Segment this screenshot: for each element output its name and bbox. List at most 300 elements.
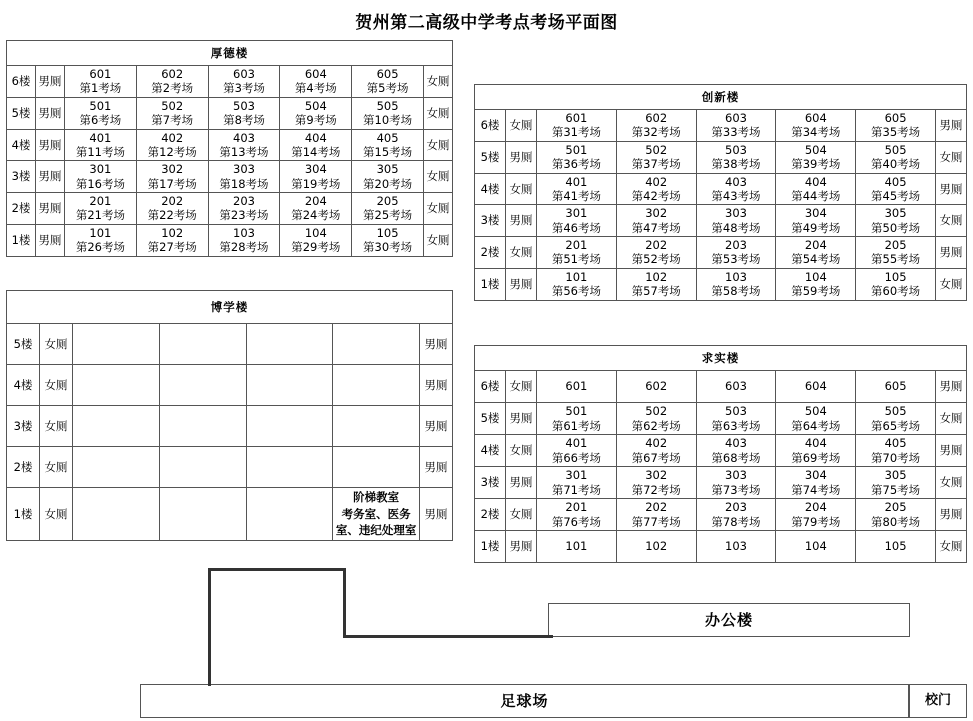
table-row xyxy=(475,205,967,237)
room-number: 105 xyxy=(376,225,399,240)
qiushi-table xyxy=(474,345,967,563)
exam-room-cell xyxy=(537,141,617,173)
floor-label: 6楼 xyxy=(475,110,506,142)
path-vertical-branch xyxy=(343,568,346,638)
room-number: 204 xyxy=(804,238,827,252)
exam-room-cell xyxy=(776,499,856,531)
room-number: 602 xyxy=(645,379,668,394)
exam-room-cell xyxy=(280,224,352,256)
exam-room-cell xyxy=(616,435,696,467)
exam-room-cell xyxy=(537,499,617,531)
room-number: 403 xyxy=(233,130,255,145)
restroom-left: 男厕 xyxy=(506,403,537,435)
exam-hall-number: 第20考场 xyxy=(363,176,413,191)
exam-room-cell xyxy=(352,224,424,256)
exam-room-cell xyxy=(208,193,280,225)
room-number: 302 xyxy=(645,206,668,221)
exam-hall-number: 第64考场 xyxy=(791,418,841,433)
room-number: 202 xyxy=(645,238,668,252)
exam-hall-number: 第63考场 xyxy=(711,418,761,433)
chuangxin-body xyxy=(475,85,967,301)
restroom-left: 女厕 xyxy=(40,406,73,447)
exam-hall-number: 第37考场 xyxy=(631,157,681,172)
exam-hall-number: 第10考场 xyxy=(363,113,413,128)
room-cell xyxy=(333,406,420,447)
room-cell xyxy=(73,406,160,447)
exam-hall-number: 第23考场 xyxy=(219,208,269,223)
floor-label: 4楼 xyxy=(7,365,40,406)
floor-label: 2楼 xyxy=(475,237,506,269)
restroom-right: 男厕 xyxy=(936,173,967,205)
houde-title: 厚德楼 xyxy=(7,41,453,66)
exam-room-cell xyxy=(776,141,856,173)
path-horizontal-lower xyxy=(343,635,553,638)
room-number: 405 xyxy=(884,436,907,451)
room-number: 301 xyxy=(565,206,588,221)
table-row xyxy=(475,531,967,563)
exam-hall-number: 第54考场 xyxy=(791,252,841,267)
exam-room-cell xyxy=(696,499,776,531)
exam-hall-number: 第2考场 xyxy=(151,81,194,96)
restroom-right: 女厕 xyxy=(936,141,967,173)
room-number: 104 xyxy=(304,225,327,240)
table-row xyxy=(7,129,453,161)
exam-hall-number: 第32考场 xyxy=(631,125,681,140)
restroom-left: 男厕 xyxy=(36,161,65,193)
room-number: 303 xyxy=(725,468,747,483)
restroom-right: 女厕 xyxy=(936,268,967,300)
restroom-right: 女厕 xyxy=(424,193,453,225)
exam-room-cell xyxy=(537,110,617,142)
exam-room-cell xyxy=(616,110,696,142)
room-cell xyxy=(333,447,420,488)
exam-room-cell xyxy=(856,110,936,142)
room-number: 305 xyxy=(376,162,399,177)
table-row xyxy=(475,141,967,173)
exam-room-cell xyxy=(856,237,936,269)
restroom-right: 男厕 xyxy=(420,488,453,541)
restroom-left: 女厕 xyxy=(506,435,537,467)
restroom-right: 男厕 xyxy=(420,447,453,488)
room-cell xyxy=(159,406,246,447)
table-row xyxy=(475,371,967,403)
exam-room-cell xyxy=(136,129,208,161)
floor-label: 5楼 xyxy=(475,141,506,173)
exam-room-cell xyxy=(696,467,776,499)
exam-hall-number: 第53考场 xyxy=(711,252,761,267)
page-title: 贺州第二高级中学考点考场平面图 xyxy=(355,13,618,33)
restroom-right: 男厕 xyxy=(936,435,967,467)
room-cell xyxy=(246,406,333,447)
table-row xyxy=(7,365,453,406)
exam-hall-number: 第28考场 xyxy=(219,240,269,255)
table-row xyxy=(7,224,453,256)
exam-room-cell xyxy=(537,435,617,467)
room-number: 305 xyxy=(884,206,907,221)
football-label: 足球场 xyxy=(141,685,909,718)
room-number: 401 xyxy=(565,436,588,451)
exam-room-cell xyxy=(696,173,776,205)
exam-room-cell xyxy=(616,371,696,403)
exam-hall-number: 第77考场 xyxy=(631,514,681,529)
table-row xyxy=(475,499,967,531)
room-number: 305 xyxy=(884,468,907,483)
exam-room-cell xyxy=(136,193,208,225)
exam-room-cell xyxy=(65,161,137,193)
room-cell xyxy=(73,324,160,365)
exam-hall-number: 第36考场 xyxy=(551,157,601,172)
room-cell xyxy=(73,447,160,488)
table-row xyxy=(7,66,453,98)
exam-room-cell xyxy=(776,467,856,499)
floor-label: 5楼 xyxy=(7,97,36,129)
exam-room-cell xyxy=(208,129,280,161)
exam-room-cell xyxy=(537,205,617,237)
exam-room-cell xyxy=(776,110,856,142)
exam-room-cell xyxy=(65,129,137,161)
room-number: 104 xyxy=(804,269,827,284)
floor-label: 4楼 xyxy=(7,129,36,161)
room-cell xyxy=(333,365,420,406)
room-cell xyxy=(333,324,420,365)
exam-room-cell xyxy=(696,403,776,435)
room-number: 603 xyxy=(725,111,747,125)
qiushi-title: 求实楼 xyxy=(475,346,967,371)
table-row xyxy=(7,161,453,193)
room-number: 402 xyxy=(161,130,184,145)
school-gate xyxy=(909,684,967,718)
football-field xyxy=(140,684,909,718)
exam-room-cell xyxy=(856,499,936,531)
restroom-right: 男厕 xyxy=(936,499,967,531)
exam-room-cell xyxy=(537,173,617,205)
restroom-right: 男厕 xyxy=(420,324,453,365)
room-number: 602 xyxy=(645,111,668,125)
room-number: 102 xyxy=(645,539,668,554)
restroom-left: 男厕 xyxy=(36,129,65,161)
exam-hall-number: 第50考场 xyxy=(871,220,921,235)
exam-room-cell xyxy=(537,237,617,269)
exam-room-cell xyxy=(65,66,137,98)
exam-room-cell xyxy=(856,403,936,435)
restroom-right: 男厕 xyxy=(420,406,453,447)
room-number: 403 xyxy=(725,436,747,451)
exam-hall-number: 第19考场 xyxy=(291,176,341,191)
exam-hall-number: 第78考场 xyxy=(711,514,761,529)
room-number: 605 xyxy=(884,111,907,125)
exam-room-cell xyxy=(537,403,617,435)
exam-hall-number: 第68考场 xyxy=(711,450,761,465)
restroom-left: 女厕 xyxy=(40,447,73,488)
exam-room-cell xyxy=(776,205,856,237)
office-label: 办公楼 xyxy=(549,604,910,637)
exam-hall-number: 第27考场 xyxy=(147,240,197,255)
lecture-hall-label: 阶梯教室 xyxy=(353,490,400,504)
exam-hall-number: 第65考场 xyxy=(871,418,921,433)
exam-room-cell xyxy=(537,371,617,403)
building-houde xyxy=(6,40,453,257)
exam-hall-number: 第75考场 xyxy=(871,482,921,497)
room-cell xyxy=(333,488,420,541)
exam-affairs-label: 考务室、医务室、违纪处理室 xyxy=(335,506,417,538)
room-number: 103 xyxy=(725,269,747,284)
exam-room-cell xyxy=(696,435,776,467)
table-row xyxy=(475,85,967,110)
exam-hall-number: 第7考场 xyxy=(151,113,194,128)
restroom-left: 男厕 xyxy=(36,66,65,98)
floor-label: 4楼 xyxy=(475,435,506,467)
exam-hall-number: 第69考场 xyxy=(791,450,841,465)
exam-hall-number: 第16考场 xyxy=(75,176,125,191)
room-number: 505 xyxy=(884,142,907,157)
table-row xyxy=(7,41,453,66)
floor-label: 3楼 xyxy=(475,205,506,237)
restroom-right: 女厕 xyxy=(424,129,453,161)
exam-hall-number: 第42考场 xyxy=(631,188,681,203)
exam-hall-number: 第66考场 xyxy=(551,450,601,465)
exam-room-cell xyxy=(776,435,856,467)
exam-room-cell xyxy=(696,205,776,237)
restroom-right: 男厕 xyxy=(936,237,967,269)
exam-hall-number: 第72考场 xyxy=(631,482,681,497)
room-number: 405 xyxy=(376,130,399,145)
room-number: 304 xyxy=(804,206,827,221)
table-row xyxy=(7,291,453,324)
exam-hall-number: 第30考场 xyxy=(363,240,413,255)
exam-hall-number: 第24考场 xyxy=(291,208,341,223)
exam-room-cell xyxy=(776,173,856,205)
restroom-left: 女厕 xyxy=(506,237,537,269)
restroom-right: 男厕 xyxy=(420,365,453,406)
exam-room-cell xyxy=(696,268,776,300)
restroom-left: 女厕 xyxy=(506,499,537,531)
room-number: 404 xyxy=(304,130,327,145)
exam-room-cell xyxy=(208,66,280,98)
exam-room-cell xyxy=(616,531,696,563)
exam-room-cell xyxy=(136,66,208,98)
exam-room-cell xyxy=(856,268,936,300)
houde-body xyxy=(7,41,453,257)
exam-hall-number: 第62考场 xyxy=(631,418,681,433)
exam-hall-number: 第79考场 xyxy=(791,514,841,529)
room-number: 504 xyxy=(804,142,827,157)
exam-room-cell xyxy=(208,224,280,256)
room-number: 505 xyxy=(376,98,399,113)
room-number: 203 xyxy=(725,238,747,252)
exam-hall-number: 第76考场 xyxy=(551,514,601,529)
building-chuangxin xyxy=(474,84,967,301)
exam-room-cell xyxy=(696,237,776,269)
exam-room-cell xyxy=(856,173,936,205)
room-number: 301 xyxy=(89,162,112,177)
floor-label: 5楼 xyxy=(7,324,40,365)
exam-hall-number: 第48考场 xyxy=(711,220,761,235)
restroom-left: 女厕 xyxy=(40,488,73,541)
restroom-left: 男厕 xyxy=(506,531,537,563)
exam-hall-number: 第59考场 xyxy=(791,284,841,299)
exam-room-cell xyxy=(136,224,208,256)
exam-hall-number: 第43考场 xyxy=(711,188,761,203)
restroom-left: 女厕 xyxy=(40,324,73,365)
room-cell xyxy=(246,324,333,365)
restroom-right: 男厕 xyxy=(936,371,967,403)
exam-hall-number: 第70考场 xyxy=(871,450,921,465)
exam-room-cell xyxy=(616,403,696,435)
exam-room-cell xyxy=(537,268,617,300)
boxue-table xyxy=(6,290,453,541)
restroom-left: 女厕 xyxy=(506,110,537,142)
room-number: 204 xyxy=(304,194,327,208)
floor-label: 1楼 xyxy=(475,268,506,300)
boxue-title: 博学楼 xyxy=(7,291,453,324)
exam-hall-number: 第21考场 xyxy=(75,208,125,223)
exam-hall-number: 第80考场 xyxy=(871,514,921,529)
room-cell xyxy=(159,324,246,365)
table-row xyxy=(7,447,453,488)
houde-table xyxy=(6,40,453,257)
room-number: 301 xyxy=(565,468,588,483)
room-number: 405 xyxy=(884,174,907,189)
room-number: 502 xyxy=(645,404,668,419)
exam-hall-number: 第8考场 xyxy=(223,113,265,128)
room-number: 404 xyxy=(804,174,827,189)
exam-room-cell xyxy=(696,531,776,563)
restroom-right: 女厕 xyxy=(936,467,967,499)
restroom-right: 女厕 xyxy=(424,97,453,129)
table-row xyxy=(7,193,453,225)
boxue-body xyxy=(7,291,453,541)
table-row xyxy=(475,110,967,142)
exam-hall-number: 第45考场 xyxy=(871,188,921,203)
building-office xyxy=(548,603,910,637)
chuangxin-title: 创新楼 xyxy=(475,85,967,110)
exam-room-cell xyxy=(856,141,936,173)
exam-hall-number: 第11考场 xyxy=(75,144,125,159)
exam-room-cell xyxy=(616,237,696,269)
room-number: 202 xyxy=(645,500,668,515)
table-row xyxy=(475,346,967,371)
exam-room-cell xyxy=(352,193,424,225)
room-number: 303 xyxy=(233,162,255,177)
exam-hall-number: 第61考场 xyxy=(551,418,601,433)
floor-label: 5楼 xyxy=(475,403,506,435)
room-number: 401 xyxy=(565,174,588,189)
exam-room-cell xyxy=(856,371,936,403)
floor-label: 2楼 xyxy=(7,447,40,488)
room-number: 402 xyxy=(645,436,668,451)
exam-room-cell xyxy=(616,268,696,300)
room-number: 501 xyxy=(89,98,112,113)
exam-room-cell xyxy=(136,161,208,193)
room-cell xyxy=(73,365,160,406)
building-boxue xyxy=(6,290,453,541)
table-row xyxy=(475,435,967,467)
room-number: 504 xyxy=(804,404,827,419)
exam-room-cell xyxy=(616,205,696,237)
room-number: 503 xyxy=(725,142,747,157)
room-number: 603 xyxy=(233,67,255,81)
restroom-left: 男厕 xyxy=(506,205,537,237)
floor-label: 6楼 xyxy=(475,371,506,403)
exam-hall-number: 第31考场 xyxy=(551,125,601,140)
room-cell xyxy=(246,365,333,406)
table-row xyxy=(475,403,967,435)
exam-room-cell xyxy=(65,97,137,129)
restroom-left: 男厕 xyxy=(506,268,537,300)
floor-label: 3楼 xyxy=(7,161,36,193)
room-cell xyxy=(159,447,246,488)
exam-room-cell xyxy=(280,129,352,161)
room-number: 205 xyxy=(884,238,907,252)
room-number: 201 xyxy=(565,238,588,252)
room-number: 205 xyxy=(376,194,399,208)
exam-hall-number: 第35考场 xyxy=(871,125,921,140)
room-number: 503 xyxy=(725,404,747,419)
room-cell xyxy=(159,488,246,541)
exam-room-cell xyxy=(352,66,424,98)
exam-hall-number: 第67考场 xyxy=(631,450,681,465)
exam-hall-number: 第40考场 xyxy=(871,157,921,172)
exam-room-cell xyxy=(208,161,280,193)
room-number: 304 xyxy=(804,468,827,483)
exam-room-cell xyxy=(616,173,696,205)
qiushi-body xyxy=(475,346,967,563)
exam-room-cell xyxy=(856,205,936,237)
room-number: 304 xyxy=(304,162,327,177)
exam-hall-number: 第73考场 xyxy=(711,482,761,497)
restroom-left: 女厕 xyxy=(40,365,73,406)
room-number: 605 xyxy=(376,67,399,81)
room-number: 204 xyxy=(804,500,827,515)
exam-hall-number: 第71考场 xyxy=(551,482,601,497)
room-number: 502 xyxy=(645,142,668,157)
gate-label: 校门 xyxy=(910,685,967,718)
room-number: 201 xyxy=(565,500,588,515)
restroom-left: 男厕 xyxy=(36,224,65,256)
room-number: 402 xyxy=(645,174,668,189)
room-number: 604 xyxy=(804,379,827,394)
exam-hall-number: 第49考场 xyxy=(791,220,841,235)
table-row xyxy=(7,488,453,541)
table-row xyxy=(475,173,967,205)
path-vertical-main xyxy=(208,568,211,686)
exam-hall-number: 第13考场 xyxy=(219,144,269,159)
room-number: 105 xyxy=(884,539,907,554)
room-cell xyxy=(246,488,333,541)
restroom-right: 女厕 xyxy=(424,66,453,98)
room-cell xyxy=(159,365,246,406)
exam-hall-number: 第74考场 xyxy=(791,482,841,497)
restroom-right: 女厕 xyxy=(936,205,967,237)
room-number: 101 xyxy=(89,225,112,240)
restroom-right: 女厕 xyxy=(424,224,453,256)
room-number: 102 xyxy=(161,225,184,240)
floor-label: 1楼 xyxy=(7,224,36,256)
restroom-left: 男厕 xyxy=(506,467,537,499)
room-number: 605 xyxy=(884,379,907,394)
exam-room-cell xyxy=(776,403,856,435)
restroom-left: 男厕 xyxy=(36,97,65,129)
room-number: 105 xyxy=(884,269,907,284)
exam-room-cell xyxy=(352,97,424,129)
exam-room-cell xyxy=(280,193,352,225)
exam-hall-number: 第6考场 xyxy=(79,113,122,128)
room-number: 501 xyxy=(565,142,588,157)
floor-label: 1楼 xyxy=(475,531,506,563)
restroom-left: 女厕 xyxy=(506,371,537,403)
room-number: 404 xyxy=(804,436,827,451)
room-number: 302 xyxy=(645,468,668,483)
